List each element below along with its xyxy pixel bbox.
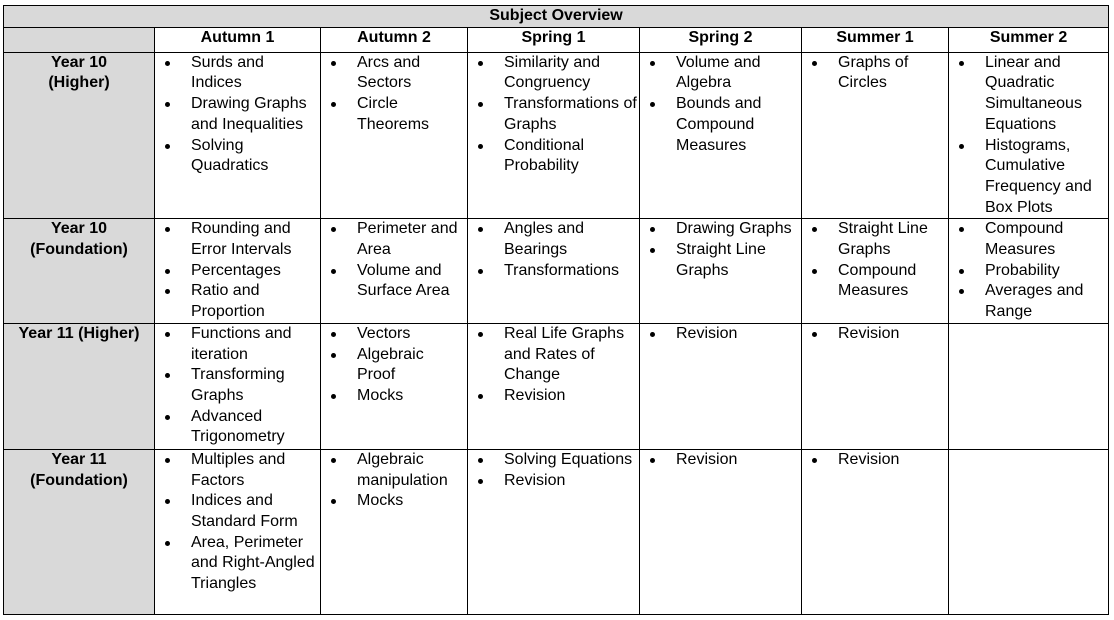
topic-list <box>155 450 320 595</box>
topic-item: Revision <box>640 324 801 345</box>
topic-item: Averages and Range <box>949 281 1108 322</box>
topic-item: Graphs of Circles <box>802 53 948 94</box>
topic-item: Area, Perimeter and Right-Angled Triangles <box>155 533 320 595</box>
topic-item: Revision <box>468 471 639 492</box>
topic-item: Volume and Surface Area <box>321 261 467 302</box>
row-label: Year 11 (Foundation) <box>4 449 155 614</box>
topic-item: Bounds and Compound Measures <box>640 94 801 156</box>
term-header: Autumn 2 <box>321 27 468 52</box>
topic-item: Volume and Algebra <box>640 53 801 94</box>
topic-item: Perimeter and Area <box>321 219 467 260</box>
topic-list <box>155 219 320 323</box>
topic-list <box>640 450 801 471</box>
topic-list <box>468 219 639 281</box>
term-header: Spring 2 <box>640 27 802 52</box>
topic-list <box>949 53 1108 219</box>
topic-item: Drawing Graphs <box>640 219 801 240</box>
topic-list <box>321 324 467 407</box>
topic-cell <box>640 449 802 614</box>
topic-item: Rounding and Error Intervals <box>155 219 320 260</box>
topic-cell <box>155 219 321 324</box>
topic-item: Angles and Bearings <box>468 219 639 260</box>
topic-item: Transformations <box>468 261 639 282</box>
header-corner-cell <box>4 27 155 52</box>
topic-cell <box>802 52 949 219</box>
topic-item: Transformations of Graphs <box>468 94 639 135</box>
topic-item: Revision <box>640 450 801 471</box>
topic-cell <box>321 219 468 324</box>
topic-cell <box>321 449 468 614</box>
topic-list <box>468 450 639 491</box>
topic-list <box>802 450 948 471</box>
topic-item: Straight Line Graphs <box>802 219 948 260</box>
topic-item: Real Life Graphs and Rates of Change <box>468 324 639 386</box>
row-label: Year 10 (Higher) <box>4 52 155 219</box>
term-header-row <box>4 27 1109 52</box>
topic-cell <box>949 449 1109 614</box>
term-header: Autumn 1 <box>155 27 321 52</box>
topic-item: Mocks <box>321 386 467 407</box>
topic-cell <box>802 449 949 614</box>
topic-list <box>155 53 320 177</box>
topic-item: Ratio and Proportion <box>155 281 320 322</box>
topic-cell <box>321 52 468 219</box>
topic-list <box>640 324 801 345</box>
topic-item: Circle Theorems <box>321 94 467 135</box>
topic-cell <box>640 323 802 449</box>
subject-overview-table <box>3 5 1109 615</box>
table-row <box>4 219 1109 324</box>
topic-item: Revision <box>468 386 639 407</box>
topic-cell <box>468 52 640 219</box>
topic-list <box>802 53 948 94</box>
topic-item: Drawing Graphs and Inequalities <box>155 94 320 135</box>
topic-item: Solving Quadratics <box>155 136 320 177</box>
topic-list <box>321 53 467 136</box>
topic-cell <box>802 219 949 324</box>
topic-list <box>468 324 639 407</box>
topic-cell <box>949 52 1109 219</box>
topic-item: Histograms, Cumulative Frequency and Box Plots <box>949 136 1108 219</box>
topic-cell <box>321 323 468 449</box>
topic-list <box>802 324 948 345</box>
row-label: Year 11 (Higher) <box>4 323 155 449</box>
topic-cell <box>155 323 321 449</box>
topic-list <box>155 324 320 448</box>
term-header: Summer 1 <box>802 27 949 52</box>
row-label: Year 10 (Foundation) <box>4 219 155 324</box>
topic-item: Mocks <box>321 491 467 512</box>
topic-item: Arcs and Sectors <box>321 53 467 94</box>
topic-cell <box>949 219 1109 324</box>
topic-item: Indices and Standard Form <box>155 491 320 532</box>
topic-list <box>949 219 1108 323</box>
topic-item: Conditional Probability <box>468 136 639 177</box>
topic-item: Percentages <box>155 261 320 282</box>
topic-list <box>321 450 467 512</box>
topic-item: Transforming Graphs <box>155 365 320 406</box>
table-row <box>4 449 1109 614</box>
topic-cell <box>155 52 321 219</box>
topic-cell <box>640 219 802 324</box>
topic-list <box>640 53 801 157</box>
topic-list <box>468 53 639 177</box>
topic-item: Multiples and Factors <box>155 450 320 491</box>
topic-cell <box>155 449 321 614</box>
topic-item: Probability <box>949 261 1108 282</box>
topic-item: Compound Measures <box>949 219 1108 260</box>
topic-item: Linear and Quadratic Simultaneous Equations <box>949 53 1108 136</box>
topic-item: Revision <box>802 450 948 471</box>
topic-item: Revision <box>802 324 948 345</box>
topic-item: Algebraic Proof <box>321 345 467 386</box>
topic-item: Algebraic manipulation <box>321 450 467 491</box>
topic-item: Surds and Indices <box>155 53 320 94</box>
topic-list <box>802 219 948 302</box>
topic-cell <box>468 449 640 614</box>
table-row <box>4 323 1109 449</box>
topic-cell <box>468 219 640 324</box>
topic-item: Functions and iteration <box>155 324 320 365</box>
table-row <box>4 52 1109 219</box>
topic-list <box>640 219 801 281</box>
term-header: Spring 1 <box>468 27 640 52</box>
topic-item: Vectors <box>321 324 467 345</box>
topic-item: Solving Equations <box>468 450 639 471</box>
topic-cell <box>640 52 802 219</box>
table-title: Subject Overview <box>4 6 1109 28</box>
topic-item: Similarity and Congruency <box>468 53 639 94</box>
topic-item: Straight Line Graphs <box>640 240 801 281</box>
topic-cell <box>949 323 1109 449</box>
topic-item: Advanced Trigonometry <box>155 407 320 448</box>
topic-cell <box>802 323 949 449</box>
topic-cell <box>468 323 640 449</box>
topic-list <box>321 219 467 302</box>
topic-item: Compound Measures <box>802 261 948 302</box>
term-header: Summer 2 <box>949 27 1109 52</box>
